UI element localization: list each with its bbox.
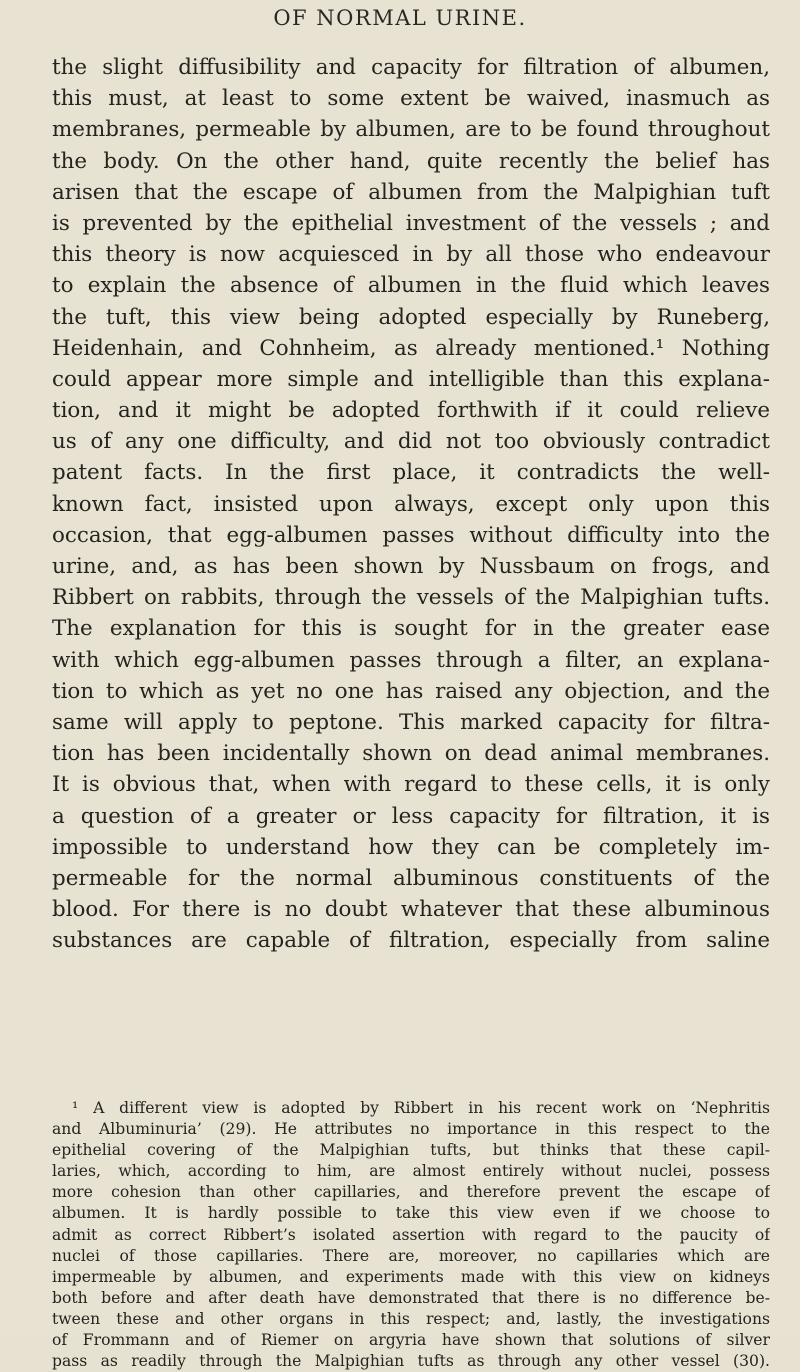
- text-line: known fact, insisted upon always, except only upon this: [52, 491, 770, 517]
- footnote-line: of Frommann and of Riemer on argyria have shown that solutions of silver: [52, 1331, 770, 1350]
- text-line: membranes, permeable by albumen, are to be found throughout: [52, 117, 770, 143]
- text-line: tion, and it might be adopted forthwith if it could relieve: [52, 398, 770, 424]
- text-line: is prevented by the epithelial investment of the vessels ; and: [52, 210, 770, 236]
- text-line: It is obvious that, when with regard to these cells, it is only: [52, 772, 770, 798]
- footnote-line: albumen. It is hardly possible to take this view even if we choose to: [52, 1204, 770, 1223]
- footnote-line: admit as correct Ribbert’s isolated assertion with regard to the paucity of: [52, 1225, 770, 1244]
- text-line: a question of a greater or less capacity for filtration, it is: [52, 803, 770, 829]
- text-line: the body. On the other hand, quite recently the belief has: [52, 148, 770, 174]
- text-line: could appear more simple and intelligible than this explana-: [52, 366, 770, 392]
- footnote-line: and Albuminuria’ (29). He attributes no importance in this respect to the: [52, 1120, 770, 1139]
- text-line: arisen that the escape of albumen from the Malpighian tuft: [52, 179, 770, 205]
- text-line: impossible to understand how they can be completely im-: [52, 834, 770, 860]
- text-line: with which egg-albumen passes through a filter, an explana-: [52, 647, 770, 673]
- text-line: us of any one difficulty, and did not too obviously contradict: [52, 429, 770, 455]
- footnote-line: laries, which, according to him, are almost entirely without nuclei, possess: [52, 1162, 770, 1181]
- text-line: the slight diffusibility and capacity for filtration of albumen,: [52, 55, 770, 80]
- text-line: tion to which as yet no one has raised any objection, and the: [52, 678, 770, 704]
- footnote-line: more cohesion than other capillaries, and therefore prevent the escape of: [52, 1183, 770, 1202]
- main-text-block: [52, 52, 770, 956]
- text-line: blood. For there is no doubt whatever that these albuminous: [52, 897, 770, 923]
- text-line: Ribbert on rabbits, through the vessels of the Malpighian tufts.: [52, 585, 770, 611]
- text-line: patent facts. In the first place, it contradicts the well-: [52, 460, 770, 486]
- footnote-line: both before and after death have demonstrated that there is no difference be-: [52, 1288, 770, 1307]
- text-line: permeable for the normal albuminous constituents of the: [52, 865, 770, 891]
- text-line: tion has been incidentally shown on dead animal membranes.: [52, 741, 770, 767]
- text-line: urine, and, as has been shown by Nussbaum on frogs, and: [52, 554, 770, 579]
- footnote-line: ¹ A different view is adopted by Ribbert in his recent work on ‘Nephritis: [72, 1099, 770, 1117]
- footnote-line: nuclei of those capillaries. There are, moreover, no capillaries which are: [52, 1246, 770, 1265]
- text-line: the tuft, this view being adopted especially by Runeberg,: [52, 304, 770, 330]
- text-line: occasion, that egg-albumen passes without difficulty into the: [52, 522, 770, 548]
- footnote-line: pass as readily through the Malpighian tufts as through any other vessel (30).: [52, 1352, 770, 1371]
- text-line: this theory is now acquiesced in by all those who endeavour: [52, 242, 770, 268]
- text-line: same will apply to peptone. This marked capacity for filtra-: [52, 709, 770, 735]
- text-line: this must, at least to some extent be waived, inasmuch as: [52, 86, 770, 112]
- text-line: substances are capable of filtration, especially from saline: [52, 928, 770, 954]
- footnote-line: epithelial covering of the Malpighian tufts, but thinks that these capil-: [52, 1141, 770, 1160]
- footnote-block: [52, 1098, 770, 1372]
- text-line: Heidenhain, and Cohnheim, as already mentioned.¹ Nothing: [52, 335, 770, 361]
- footnote-line: impermeable by albumen, and experiments made with this view on kidneys: [52, 1267, 770, 1286]
- footnote-line: tween these and other organs in this respect; and, lastly, the investigations: [52, 1309, 770, 1328]
- text-line: The explanation for this is sought for in the greater ease: [52, 616, 770, 642]
- text-line: to explain the absence of albumen in the fluid which leaves: [52, 273, 770, 299]
- running-title: OF NORMAL URINE.: [273, 6, 527, 30]
